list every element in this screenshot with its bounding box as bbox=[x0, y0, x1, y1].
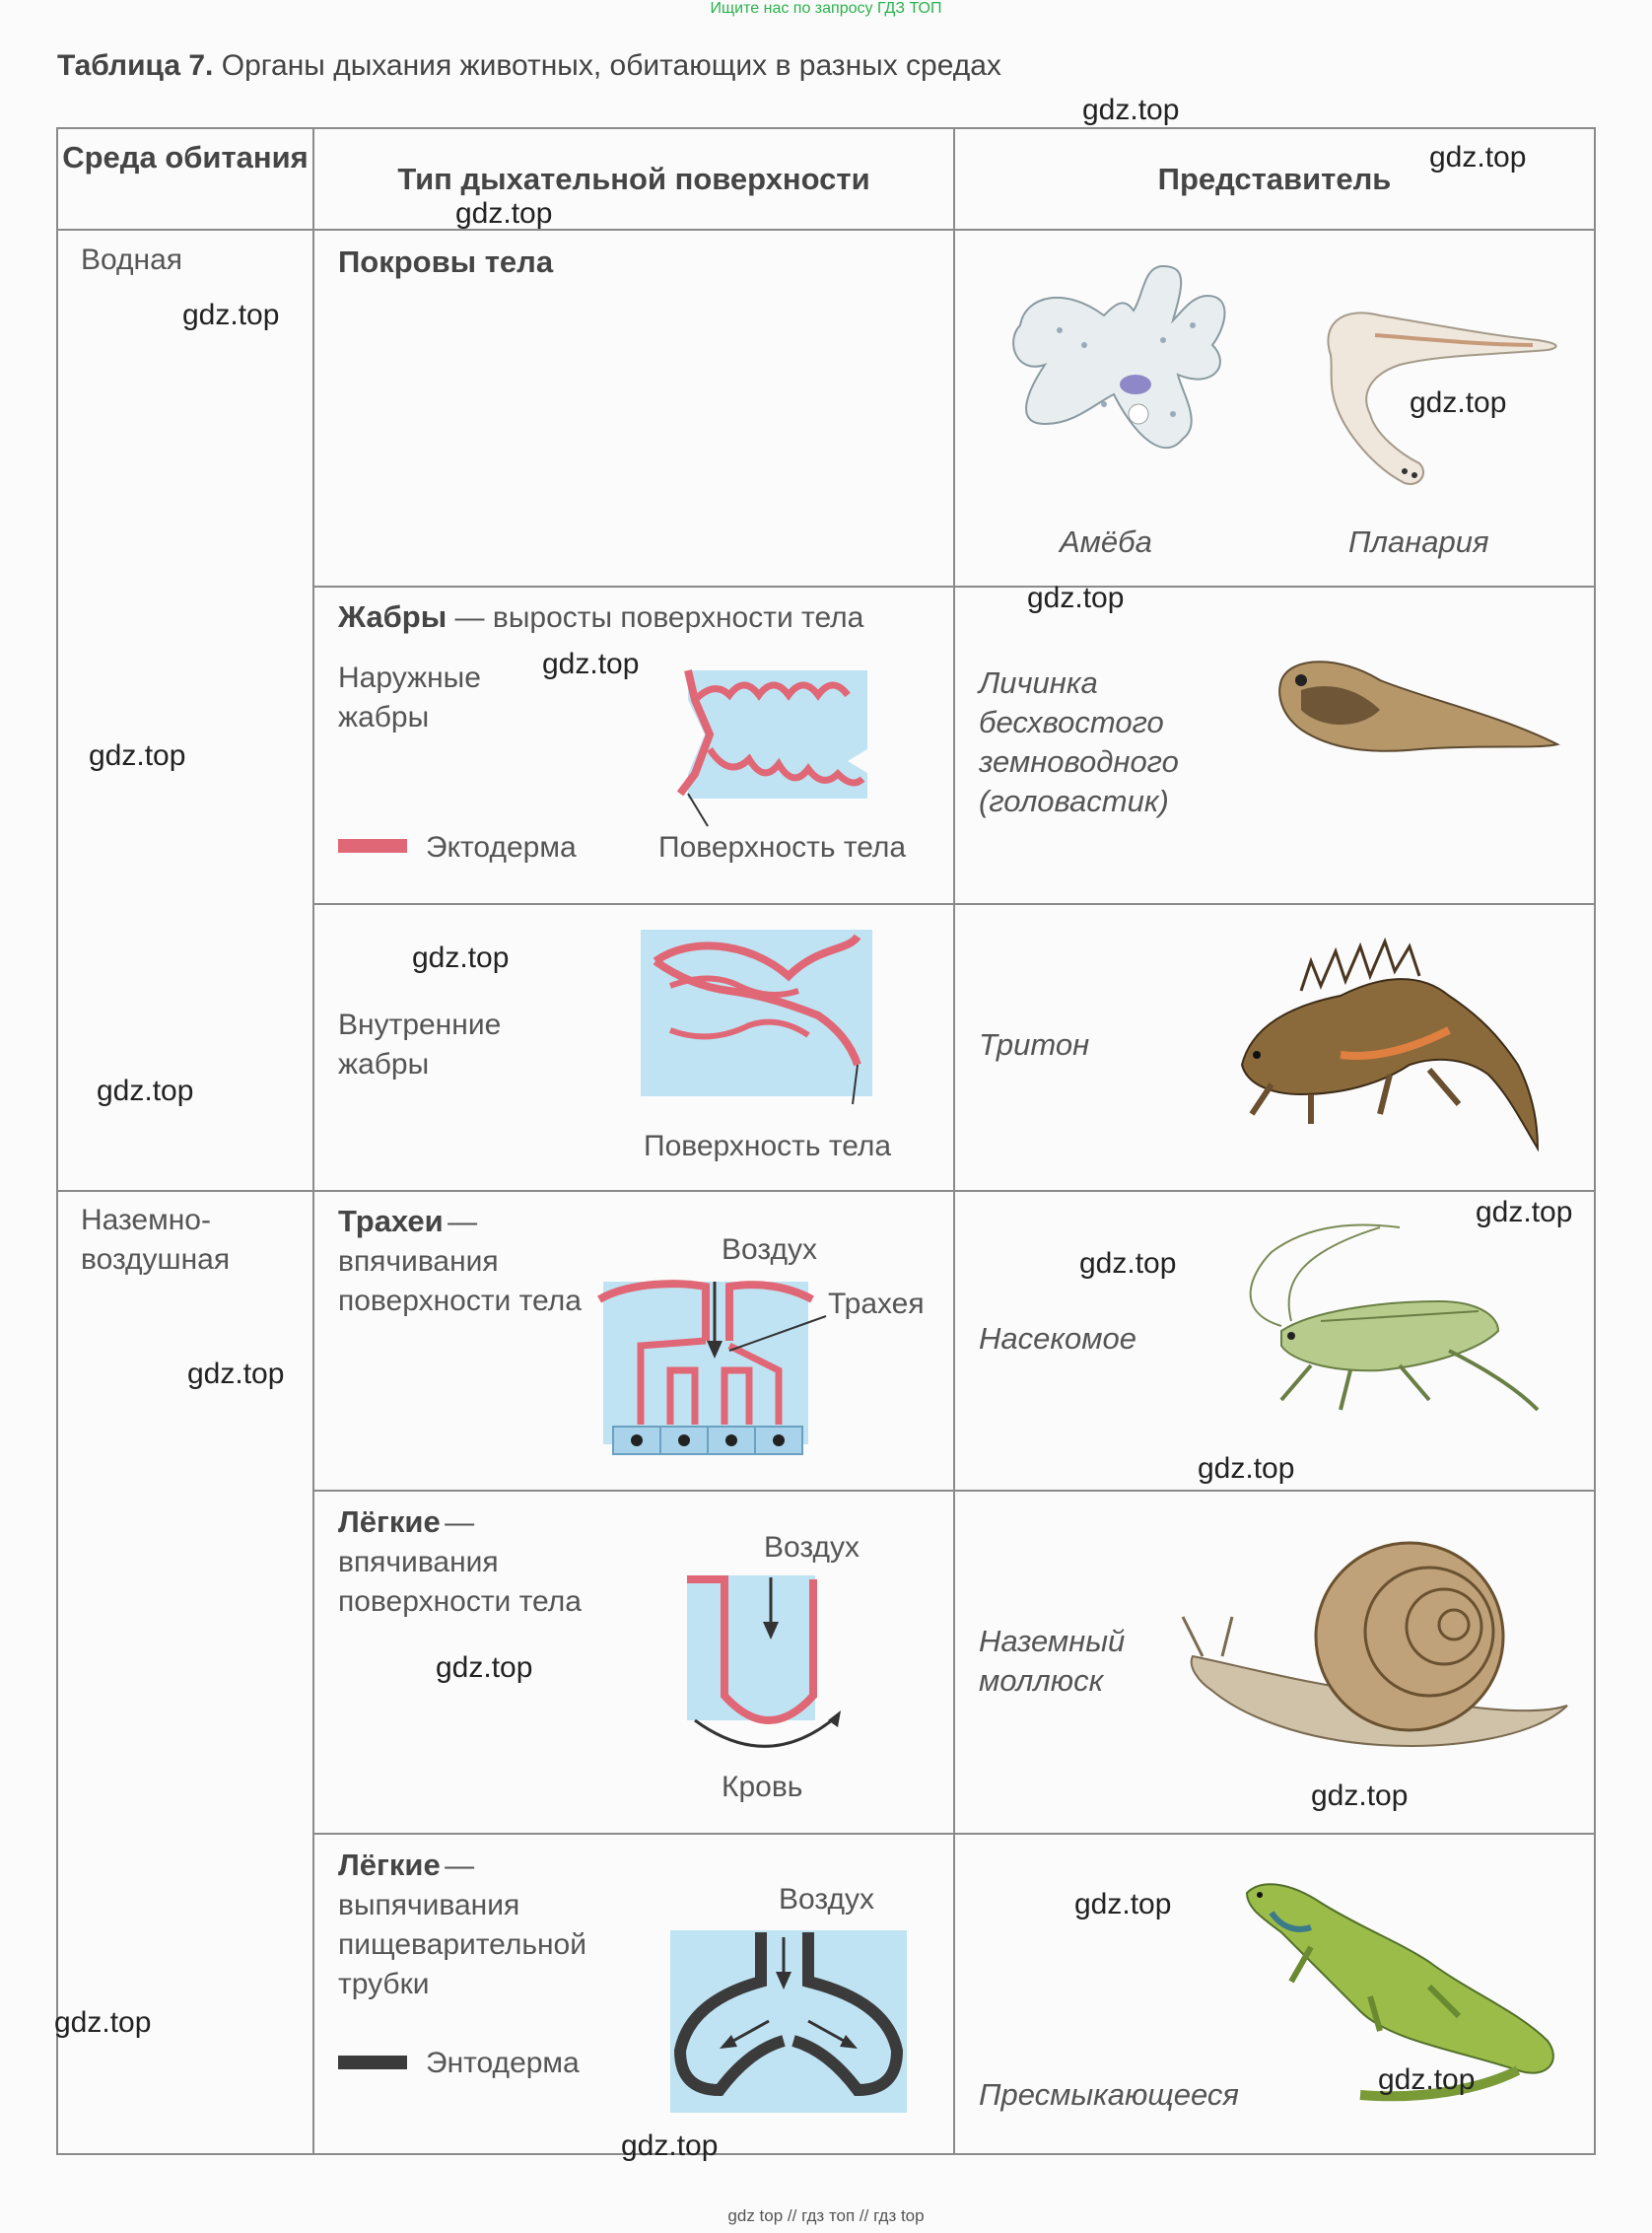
newt-illustration bbox=[1242, 942, 1538, 1149]
watermark: gdz.top bbox=[54, 2006, 152, 2039]
endoderm-legend: Энтодерма bbox=[426, 2047, 580, 2079]
watermark: gdz.top bbox=[1311, 1779, 1409, 1812]
watermark: gdz.top bbox=[1027, 582, 1125, 614]
internal-gills-diagram bbox=[641, 930, 872, 1104]
caption-label: Таблица 7. bbox=[57, 49, 214, 82]
lungs-ev-desc: выпячивания пищеварительной трубки bbox=[338, 1889, 586, 2000]
header-representative: Представитель bbox=[1157, 162, 1392, 196]
rep-tadpole-label: Личинка бесхвостого земноводного (головастик) bbox=[979, 665, 1179, 818]
watermark: gdz.top bbox=[97, 1075, 194, 1107]
header-habitat: Среда обитания bbox=[62, 140, 309, 174]
gills-title: Жабры bbox=[338, 599, 447, 634]
tadpole-illustration bbox=[1279, 662, 1557, 751]
tracheae-dash: — bbox=[447, 1206, 478, 1238]
watermark: gdz.top bbox=[542, 648, 640, 680]
row-gills-heading bbox=[338, 599, 863, 635]
lungs-invagination-diagram bbox=[687, 1575, 841, 1746]
site-banner[interactable]: Ищите нас по запросу ГДЗ ТОП bbox=[710, 0, 942, 17]
lungs-inv-dash: — bbox=[445, 1506, 475, 1539]
watermark: gdz.top bbox=[1410, 386, 1507, 419]
row-integument-title: Покровы тела bbox=[338, 244, 554, 279]
caption-title: Органы дыхания животных, обитающих в разных средах bbox=[221, 49, 1001, 82]
tracheae-diagram bbox=[599, 1282, 826, 1454]
rep-lizard-label: Пресмыкающееся bbox=[979, 2077, 1239, 2112]
watermark: gdz.top bbox=[1079, 1247, 1177, 1280]
watermark: gdz.top bbox=[1429, 141, 1527, 174]
body-surface-label-2: Поверхность тела bbox=[644, 1130, 892, 1162]
watermark: gdz.top bbox=[1074, 1888, 1172, 1920]
watermark: gdz.top bbox=[182, 299, 280, 331]
external-gills-label: Наружные жабры bbox=[338, 662, 481, 733]
lungs-ev-dash: — bbox=[445, 1849, 475, 1882]
insect-illustration bbox=[1251, 1225, 1538, 1410]
row-lungs-inv-heading bbox=[338, 1503, 585, 1622]
watermark: gdz.top bbox=[412, 942, 510, 974]
watermark: gdz.top bbox=[187, 1358, 285, 1390]
watermark: gdz.top bbox=[1082, 94, 1180, 126]
body-surface-label-1: Поверхность тела bbox=[658, 831, 907, 864]
habitat-land: Наземно-воздушная bbox=[81, 1204, 231, 1276]
watermark: gdz.top bbox=[1476, 1196, 1573, 1228]
rep-newt-label: Тритон bbox=[979, 1027, 1090, 1062]
tracheae-desc: впячивания поверхности тела bbox=[338, 1245, 582, 1317]
lungs-inv-air-label: Воздух bbox=[764, 1531, 860, 1564]
rep-planaria-label: Планария bbox=[1348, 524, 1489, 559]
trachea-pointer-label: Трахея bbox=[828, 1288, 925, 1320]
internal-gills-label: Внутренние жабры bbox=[338, 1009, 502, 1081]
tracheae-air-label: Воздух bbox=[722, 1233, 817, 1266]
watermark: gdz.top bbox=[455, 197, 553, 230]
row-tracheae-heading bbox=[338, 1203, 585, 1321]
gills-desc: выросты поверхности тела bbox=[492, 601, 864, 634]
lungs-ev-air-label: Воздух bbox=[779, 1883, 874, 1916]
watermark: gdz.top bbox=[1198, 1452, 1295, 1485]
rep-insect-label: Насекомое bbox=[979, 1321, 1136, 1356]
footer-banner[interactable]: gdz top // гдз топ // гдз top bbox=[727, 2206, 925, 2225]
row-lungs-ev-heading bbox=[338, 1847, 624, 2004]
watermark: gdz.top bbox=[1378, 2063, 1476, 2096]
lungs-inv-desc: впячивания поверхности тела bbox=[338, 1546, 582, 1618]
lungs-inv-title: Лёгкие bbox=[338, 1504, 441, 1539]
header-surface: Тип дыхательной поверхности bbox=[397, 162, 870, 196]
snail-illustration bbox=[1183, 1543, 1567, 1746]
habitat-water: Водная bbox=[81, 244, 183, 276]
watermark: gdz.top bbox=[89, 739, 186, 772]
tracheae-title: Трахеи bbox=[338, 1204, 444, 1238]
watermark: gdz.top bbox=[436, 1651, 533, 1684]
gills-dash: — bbox=[454, 601, 485, 634]
ectoderm-legend: Эктодерма bbox=[426, 831, 577, 864]
lungs-ev-title: Лёгкие bbox=[338, 1848, 441, 1882]
rep-snail-label: Наземный моллюск bbox=[979, 1624, 1126, 1698]
amoeba-illustration bbox=[1013, 266, 1224, 448]
blood-label: Кровь bbox=[722, 1771, 803, 1803]
watermark: gdz.top bbox=[621, 2129, 719, 2162]
rep-amoeba-label: Амёба bbox=[1060, 524, 1152, 559]
